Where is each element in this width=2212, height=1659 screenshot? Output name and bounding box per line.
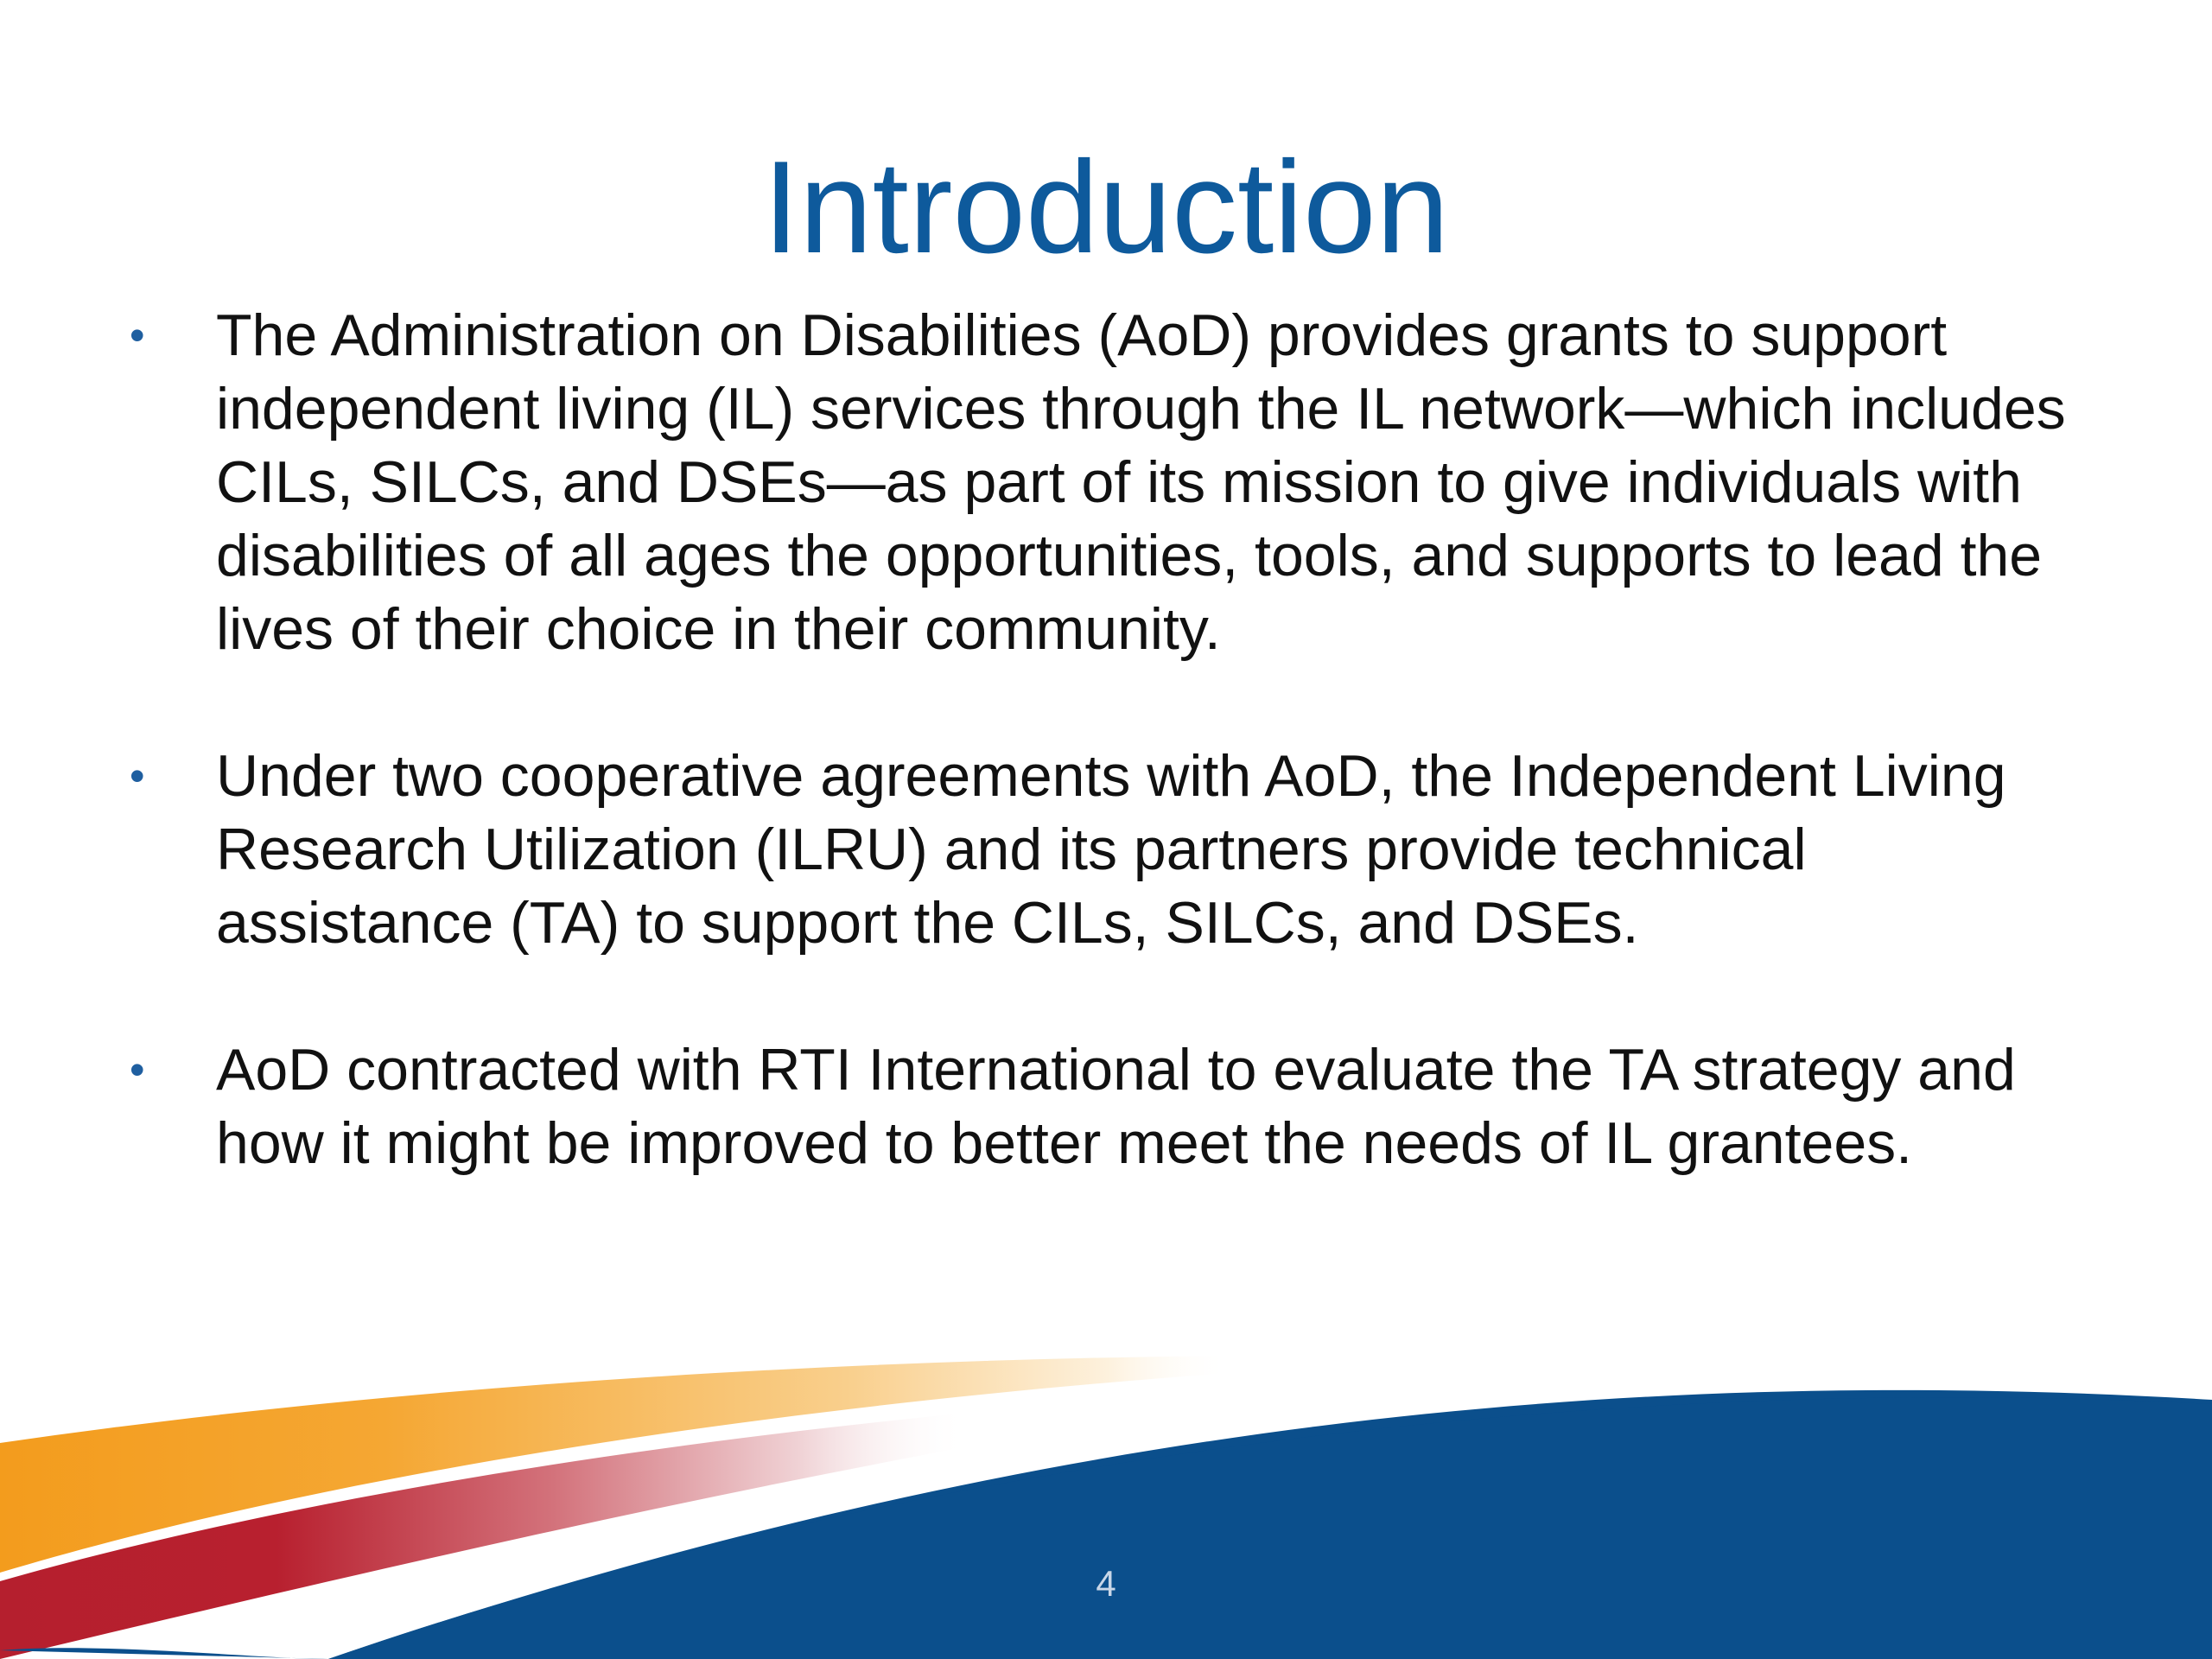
bullet-item — [130, 299, 2082, 666]
bullet-list — [130, 299, 2082, 1254]
bullet-dot-icon: • — [130, 752, 145, 800]
bullet-text: The Administration on Disabilities (AoD) provides grants to support independent living (IL) services through the IL network—which includes CILs, SILCs, and DSEs—as part of its mission to give individuals with disabilities of all ages the opportunities, tools, and supports to lead the lives of their choice in their community. — [216, 302, 2066, 662]
bullet-item — [130, 740, 2082, 960]
slide-title: Introduction — [762, 134, 1450, 281]
bullet-text: Under two cooperative agreements with AoD, the Independent Living Research Utilization (ILRU) and its partners provide technical assistance (TA) to support the CILs, SILCs, and DSEs. — [216, 743, 2006, 956]
bullet-item — [130, 1033, 2082, 1180]
bullet-dot-icon: • — [130, 311, 145, 359]
page-number: 4 — [1096, 1563, 1116, 1604]
bullet-text: AoD contracted with RTI International to evaluate the TA strategy and how it might be improved to better meet the needs of IL grantees. — [216, 1037, 2016, 1176]
bullet-dot-icon: • — [130, 1046, 145, 1094]
